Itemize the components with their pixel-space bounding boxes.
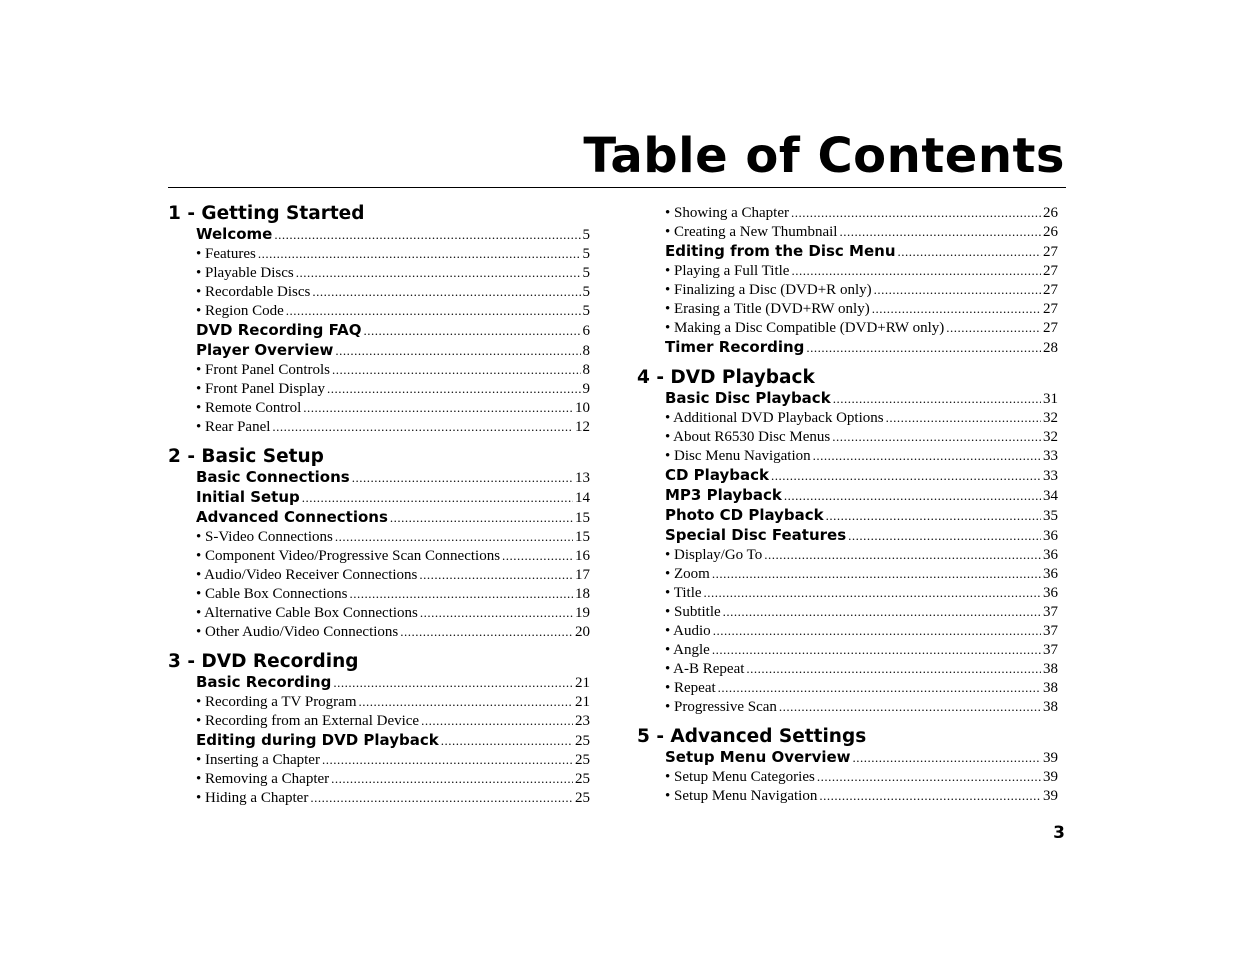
toc-section-editing-from-the-disc-menu[interactable] (665, 241, 1058, 261)
dot-leader (791, 261, 1041, 280)
toc-section-special-disc-features[interactable] (665, 525, 1058, 545)
toc-item-playing-a-full-title[interactable] (665, 261, 1058, 280)
entry-page-number: 10 (575, 400, 590, 416)
toc-section-cd-playback[interactable] (665, 465, 1058, 485)
chapter-heading-1-getting-started: 1 - Getting Started (168, 203, 365, 224)
toc-item-hiding-a-chapter[interactable] (196, 788, 590, 807)
entry-page-number: 17 (575, 567, 590, 583)
dot-leader (806, 338, 1041, 357)
entry-label: • Zoom (665, 566, 710, 582)
entry-label: Editing during DVD Playback (196, 731, 439, 749)
toc-section-basic-recording[interactable] (196, 672, 590, 692)
entry-label: Editing from the Disc Menu (665, 242, 896, 260)
toc-item-a-b-repeat[interactable] (665, 659, 1058, 678)
entry-label: • Creating a New Thumbnail (665, 224, 838, 240)
toc-item-setup-menu-categories[interactable] (665, 767, 1058, 786)
entry-label: Special Disc Features (665, 526, 847, 544)
entry-page-number: 27 (1043, 320, 1058, 336)
toc-item-remote-control[interactable] (196, 398, 590, 417)
entry-page-number: 37 (1043, 623, 1058, 639)
entry-page-number: 37 (1043, 642, 1058, 658)
entry-page-number: 16 (575, 548, 590, 564)
dot-leader (419, 565, 573, 584)
entry-page-number: 5 (582, 265, 590, 281)
toc-section-welcome[interactable] (196, 224, 590, 244)
dot-leader (327, 379, 581, 398)
entry-page-number: 21 (575, 694, 590, 710)
entry-label: • S-Video Connections (196, 529, 333, 545)
entry-label: • Removing a Chapter (196, 771, 330, 787)
entry-label: Welcome (196, 225, 273, 243)
toc-item-recording-a-tv-program[interactable] (196, 692, 590, 711)
toc-right-column (637, 203, 1058, 805)
toc-item-s-video-connections[interactable] (196, 527, 590, 546)
toc-section-initial-setup[interactable] (196, 487, 590, 507)
entry-page-number: 5 (582, 284, 590, 300)
entry-page-number: 13 (575, 470, 590, 486)
dot-leader (872, 299, 1041, 318)
entry-page-number: 5 (582, 246, 590, 262)
toc-item-front-panel-display[interactable] (196, 379, 590, 398)
dot-leader (791, 203, 1041, 222)
entry-label: • Remote Control (196, 400, 302, 416)
entry-page-number: 39 (1043, 788, 1058, 804)
toc-item-zoom[interactable] (665, 564, 1058, 583)
dot-leader (390, 508, 573, 527)
toc-section-basic-disc-playback[interactable] (665, 388, 1058, 408)
entry-label: • Features (196, 246, 256, 262)
entry-page-number: 15 (575, 529, 590, 545)
entry-page-number: 38 (1043, 680, 1058, 696)
toc-section-advanced-connections[interactable] (196, 507, 590, 527)
dot-leader (898, 242, 1042, 261)
entry-label: • Subtitle (665, 604, 721, 620)
dot-leader (853, 748, 1041, 767)
entry-page-number: 36 (1043, 528, 1058, 544)
dot-leader (272, 417, 573, 436)
dot-leader (441, 731, 573, 750)
entry-label: • Erasing a Title (DVD+RW only) (665, 301, 870, 317)
toc-item-other-audio-video-connections[interactable] (196, 622, 590, 641)
entry-label: CD Playback (665, 466, 769, 484)
dot-leader (819, 786, 1041, 805)
entry-label: • Recordable Discs (196, 284, 311, 300)
entry-page-number: 33 (1043, 468, 1058, 484)
entry-page-number: 15 (575, 510, 590, 526)
entry-label: Timer Recording (665, 338, 805, 356)
entry-label: Player Overview (196, 341, 334, 359)
toc-section-photo-cd-playback[interactable] (665, 505, 1058, 525)
entry-page-number: 36 (1043, 585, 1058, 601)
toc-item-audio-video-receiver-connections[interactable] (196, 565, 590, 584)
dot-leader (332, 360, 580, 379)
toc-item-region-code[interactable] (196, 301, 590, 320)
dot-leader (502, 546, 573, 565)
toc-item-alternative-cable-box-connections[interactable] (196, 603, 590, 622)
entry-page-number: 31 (1043, 391, 1058, 407)
toc-item-audio[interactable] (665, 621, 1058, 640)
dot-leader (848, 526, 1041, 545)
entry-label: • Setup Menu Categories (665, 769, 815, 785)
entry-page-number: 39 (1043, 750, 1058, 766)
entry-label: • Recording a TV Program (196, 694, 357, 710)
toc-item-recording-from-an-external-device[interactable] (196, 711, 590, 730)
entry-label: • Other Audio/Video Connections (196, 624, 399, 640)
toc-item-cable-box-connections[interactable] (196, 584, 590, 603)
toc-item-progressive-scan[interactable] (665, 697, 1058, 716)
entry-page-number: 32 (1043, 410, 1058, 426)
toc-item-display-go-to[interactable] (665, 545, 1058, 564)
toc-item-recordable-discs[interactable] (196, 282, 590, 301)
entry-label: • Angle (665, 642, 710, 658)
entry-label: Advanced Connections (196, 508, 388, 526)
dot-leader (331, 769, 573, 788)
entry-label: • Finalizing a Disc (DVD+R only) (665, 282, 872, 298)
entry-label: Basic Disc Playback (665, 389, 831, 407)
dot-leader (718, 678, 1041, 697)
entry-page-number: 19 (575, 605, 590, 621)
toc-item-inserting-a-chapter[interactable] (196, 750, 590, 769)
dot-leader (312, 282, 580, 301)
entry-page-number: 8 (582, 343, 590, 359)
dot-leader (352, 468, 573, 487)
entry-page-number: 28 (1043, 340, 1058, 356)
entry-page-number: 6 (582, 323, 590, 339)
entry-page-number: 36 (1043, 566, 1058, 582)
entry-label: • Recording from an External Device (196, 713, 420, 729)
chapter-heading-4-dvd-playback: 4 - DVD Playback (637, 367, 815, 388)
dot-leader (310, 788, 573, 807)
toc-item-subtitle[interactable] (665, 602, 1058, 621)
toc-item-repeat[interactable] (665, 678, 1058, 697)
dot-leader (784, 486, 1041, 505)
toc-item-about-r6530-disc-menus[interactable] (665, 427, 1058, 446)
title-divider (168, 187, 1066, 188)
toc-item-removing-a-chapter[interactable] (196, 769, 590, 788)
dot-leader (286, 301, 581, 320)
entry-page-number: 27 (1043, 263, 1058, 279)
entry-page-number: 9 (582, 381, 590, 397)
dot-leader (713, 621, 1041, 640)
entry-page-number: 25 (575, 752, 590, 768)
dot-leader (833, 389, 1041, 408)
entry-label: • Audio (665, 623, 711, 639)
dot-leader (420, 603, 573, 622)
entry-label: • Hiding a Chapter (196, 790, 309, 806)
page-number: 3 (1053, 823, 1065, 843)
dot-leader (746, 659, 1041, 678)
entry-label: • Playable Discs (196, 265, 294, 281)
toc-left-column (168, 203, 590, 807)
dot-leader (712, 640, 1041, 659)
chapter-heading-2-basic-setup: 2 - Basic Setup (168, 446, 324, 467)
chapter-heading-3-dvd-recording: 3 - DVD Recording (168, 651, 359, 672)
entry-label: • Alternative Cable Box Connections (196, 605, 418, 621)
dot-leader (723, 602, 1041, 621)
entry-page-number: 33 (1043, 448, 1058, 464)
dot-leader (303, 398, 573, 417)
dot-leader (274, 225, 580, 244)
entry-page-number: 5 (582, 303, 590, 319)
entry-label: • Display/Go To (665, 547, 763, 563)
toc-item-making-a-disc-compatible-dvd-rw-only[interactable] (665, 318, 1058, 337)
entry-page-number: 32 (1043, 429, 1058, 445)
entry-page-number: 38 (1043, 661, 1058, 677)
entry-label: Photo CD Playback (665, 506, 824, 524)
entry-label: • Repeat (665, 680, 716, 696)
entry-page-number: 36 (1043, 547, 1058, 563)
entry-label: • Inserting a Chapter (196, 752, 320, 768)
entry-label: MP3 Playback (665, 486, 782, 504)
entry-page-number: 12 (575, 419, 590, 435)
dot-leader (874, 280, 1041, 299)
dot-leader (832, 427, 1041, 446)
toc-section-setup-menu-overview[interactable] (665, 747, 1058, 767)
toc-item-playable-discs[interactable] (196, 263, 590, 282)
dot-leader (886, 408, 1041, 427)
toc-section-editing-during-dvd-playback[interactable] (196, 730, 590, 750)
toc-item-finalizing-a-disc-dvd-r-only[interactable] (665, 280, 1058, 299)
entry-label: • Front Panel Controls (196, 362, 331, 378)
toc-item-angle[interactable] (665, 640, 1058, 659)
entry-page-number: 25 (575, 790, 590, 806)
entry-page-number: 20 (575, 624, 590, 640)
dot-leader (350, 584, 574, 603)
entry-page-number: 25 (575, 733, 590, 749)
entry-page-number: 39 (1043, 769, 1058, 785)
entry-page-number: 26 (1043, 205, 1058, 221)
toc-section-player-overview[interactable] (196, 340, 590, 360)
entry-page-number: 38 (1043, 699, 1058, 715)
entry-page-number: 35 (1043, 508, 1058, 524)
dot-leader (817, 767, 1041, 786)
entry-label: Basic Connections (196, 468, 350, 486)
entry-label: • Component Video/Progressive Scan Connections (196, 548, 501, 564)
dot-leader (335, 527, 573, 546)
entry-page-number: 14 (575, 490, 590, 506)
entry-label: • About R6530 Disc Menus (665, 429, 831, 445)
entry-page-number: 5 (582, 227, 590, 243)
entry-page-number: 37 (1043, 604, 1058, 620)
entry-label: • Setup Menu Navigation (665, 788, 818, 804)
entry-page-number: 27 (1043, 301, 1058, 317)
dot-leader (322, 750, 573, 769)
dot-leader (712, 564, 1041, 583)
entry-label: • Playing a Full Title (665, 263, 790, 279)
entry-label: • A-B Repeat (665, 661, 745, 677)
dot-leader (335, 341, 580, 360)
dot-leader (826, 506, 1041, 525)
toc-item-erasing-a-title-dvd-rw-only[interactable] (665, 299, 1058, 318)
chapter-heading-5-advanced-settings: 5 - Advanced Settings (637, 726, 867, 747)
entry-label: • Title (665, 585, 702, 601)
toc-section-timer-recording[interactable] (665, 337, 1058, 357)
entry-page-number: 27 (1043, 282, 1058, 298)
entry-page-number: 18 (575, 586, 590, 602)
toc-section-basic-connections[interactable] (196, 467, 590, 487)
page-title: Table of Contents (583, 128, 1065, 184)
entry-page-number: 8 (582, 362, 590, 378)
entry-label: • Audio/Video Receiver Connections (196, 567, 418, 583)
toc-item-title[interactable] (665, 583, 1058, 602)
toc-item-creating-a-new-thumbnail[interactable] (665, 222, 1058, 241)
dot-leader (333, 673, 573, 692)
dot-leader (359, 692, 573, 711)
entry-label: • Additional DVD Playback Options (665, 410, 884, 426)
entry-page-number: 23 (575, 713, 590, 729)
dot-leader (258, 244, 581, 263)
entry-page-number: 21 (575, 675, 590, 691)
toc-item-rear-panel[interactable] (196, 417, 590, 436)
entry-label: • Region Code (196, 303, 284, 319)
entry-label: • Progressive Scan (665, 699, 777, 715)
dot-leader (813, 446, 1041, 465)
toc-item-disc-menu-navigation[interactable] (665, 446, 1058, 465)
entry-label: DVD Recording FAQ (196, 321, 362, 339)
entry-page-number: 27 (1043, 244, 1058, 260)
entry-label: • Making a Disc Compatible (DVD+RW only) (665, 320, 945, 336)
entry-page-number: 34 (1043, 488, 1058, 504)
toc-section-mp3-playback[interactable] (665, 485, 1058, 505)
dot-leader (302, 488, 573, 507)
dot-leader (764, 545, 1041, 564)
dot-leader (771, 466, 1041, 485)
entry-page-number: 26 (1043, 224, 1058, 240)
toc-item-features[interactable] (196, 244, 590, 263)
dot-leader (400, 622, 573, 641)
entry-label: Basic Recording (196, 673, 332, 691)
entry-label: Setup Menu Overview (665, 748, 851, 766)
toc-item-showing-a-chapter[interactable] (665, 203, 1058, 222)
entry-label: • Front Panel Display (196, 381, 325, 397)
dot-leader (421, 711, 573, 730)
toc-item-front-panel-controls[interactable] (196, 360, 590, 379)
dot-leader (363, 321, 580, 340)
toc-section-dvd-recording-faq[interactable] (196, 320, 590, 340)
toc-item-component-video-progressive-scan-connections[interactable] (196, 546, 590, 565)
entry-label: Initial Setup (196, 488, 300, 506)
toc-item-additional-dvd-playback-options[interactable] (665, 408, 1058, 427)
dot-leader (839, 222, 1041, 241)
dot-leader (704, 583, 1041, 602)
entry-label: • Showing a Chapter (665, 205, 789, 221)
entry-label: • Rear Panel (196, 419, 271, 435)
toc-item-setup-menu-navigation[interactable] (665, 786, 1058, 805)
dot-leader (296, 263, 581, 282)
entry-label: • Disc Menu Navigation (665, 448, 811, 464)
entry-page-number: 25 (575, 771, 590, 787)
dot-leader (779, 697, 1041, 716)
entry-label: • Cable Box Connections (196, 586, 348, 602)
dot-leader (946, 318, 1041, 337)
